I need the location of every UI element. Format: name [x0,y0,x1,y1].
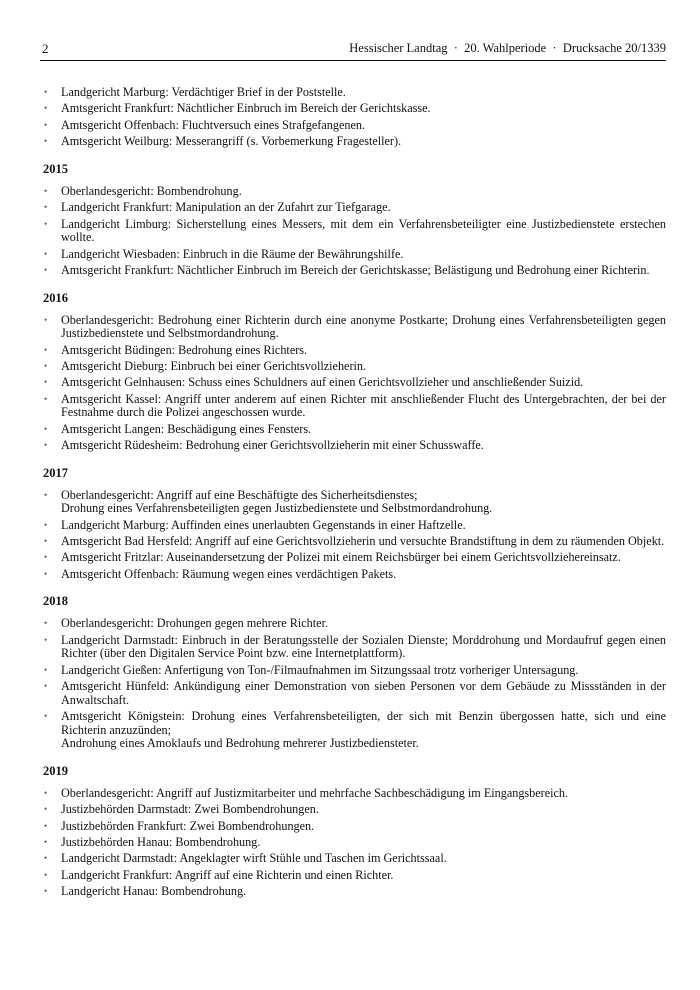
bullet-icon: • [44,440,48,451]
list-item [43,820,666,834]
running-title: Hessischer Landtag · 20. Wahlperiode · Drucksache 20/1339 [349,41,666,55]
list-item-text: Justizbehörden Darmstadt: Zwei Bombendrohungen. [61,802,319,817]
bullet-icon: • [44,568,48,579]
bullet-icon: • [44,552,48,563]
list-item [43,885,666,899]
bullet-icon: • [44,787,48,798]
list-item [43,376,666,390]
list-item [43,185,666,199]
bullet-icon: • [44,489,48,500]
list-item [43,201,666,215]
year-section [43,466,666,582]
list-item [43,393,666,420]
bullet-icon: • [44,314,48,325]
list-item-text: Landgericht Marburg: Verdächtiger Brief in der Poststelle. [61,85,346,99]
incident-list [43,314,666,453]
bullet-icon: • [44,264,48,275]
bullet-icon: • [44,618,48,629]
list-item-text: Amtsgericht Frankfurt: Nächtlicher Einbruch im Bereich der Gerichtskasse; Belästigung und Bedrohung einer Richterin. [61,262,650,277]
list-item-text: Amtsgericht Offenbach: Fluchtversuch eines Strafgefangenen. [61,117,366,132]
intro-list [43,86,666,149]
list-item-text: Amtsgericht Offenbach: Räumung wegen eines verdächtigen Pakets. [61,566,397,581]
bullet-icon: • [44,248,48,259]
bullet-icon: • [44,393,48,404]
list-item-text: Amtsgericht Weilburg: Messerangriff (s. Vorbemerkung Fragesteller). [61,134,402,149]
list-item [43,617,666,631]
list-item [43,344,666,358]
bullet-icon: • [44,664,48,675]
list-item-text: Landgericht Marburg: Auffinden eines unerlaubten Gegenstands in einer Haftzelle. [61,517,466,532]
list-item-text: Amtsgericht Kassel: Angriff unter anderem auf einen Richter mit anschließender Flucht des Untergebrachten, der bei der Festnahme durch die Polizei angeschossen wurde. [61,391,666,420]
list-item [43,634,666,661]
bullet-icon: • [44,136,48,147]
list-item-text: Amtsgericht Frankfurt: Nächtlicher Einbruch im Bereich der Gerichtskasse. [61,101,431,116]
year-heading: 2017 [43,465,68,480]
list-item-text: Amtsgericht Bad Hersfeld: Angriff auf eine Gerichtsvollzieherin und versuchte Brandstiftung in dem zu räumenden Objekt. [61,534,665,549]
list-item [43,869,666,883]
list-item-text: Amtsgericht Gelnhausen: Schuss eines Schuldners auf einen Gerichtsvollzieher und anschließender Suizid. [61,375,584,390]
incident-list [43,787,666,899]
list-item [43,836,666,850]
page-number: 2 [42,41,49,56]
list-item [43,519,666,533]
year-section [43,764,666,899]
bullet-icon: • [44,119,48,130]
list-item-text: Justizbehörden Hanau: Bombendrohung. [61,835,261,850]
list-item-text: Landgericht Wiesbaden: Einbruch in die Räume der Bewährungshilfe. [61,246,404,261]
list-item [43,710,666,751]
year-section [43,594,666,751]
list-item-text: Amtsgericht Dieburg: Einbruch bei einer Gerichtsvollzieherin. [61,358,367,373]
list-item [43,102,666,116]
year-heading: 2018 [43,594,68,609]
list-item [43,680,666,707]
bullet-icon: • [44,853,48,864]
list-item-text: Landgericht Frankfurt: Angriff auf eine Richterin und einen Richter. [61,867,394,882]
bullet-icon: • [44,536,48,547]
list-item [43,248,666,262]
year-heading: 2015 [43,161,68,176]
bullet-icon: • [44,681,48,692]
list-item [43,852,666,866]
list-item-text: Amtsgericht Rüdesheim: Bedrohung einer Gerichtsvollzieherin mit einer Schusswaffe. [61,438,484,453]
list-item [43,489,666,516]
list-item [43,218,666,245]
year-heading: 2016 [43,290,68,305]
incident-list [43,617,666,751]
list-item-text: Landgericht Hanau: Bombendrohung. [61,884,247,899]
list-item-text: Amtsgericht Fritzlar: Auseinandersetzung der Polizei mit einem Reichsbürger bei einem Gerichtsvollziehereinsatz. [61,550,621,565]
bullet-icon: • [44,360,48,371]
list-item [43,551,666,565]
list-item [43,360,666,374]
list-item-text: Oberlandesgericht: Angriff auf Justizmitarbeiter und mehrfache Sachbeschädigung im Eingangsbereich. [61,785,569,800]
list-item-text: Amtsgericht Langen: Beschädigung eines Fensters. [61,421,312,436]
list-item [43,664,666,678]
list-item [43,535,666,549]
list-item-text: Amtsgericht Königstein: Drohung eines Verfahrensbeteiligten, der sich mit Benzin übergossen hatte, sich und eine Richterin anzuzünden; Androhung eines Amoklaufs und Bedrohung mehrerer Justizbediensteter. [61,709,666,751]
list-item-text: Justizbehörden Frankfurt: Zwei Bombendrohungen. [61,818,315,833]
list-item-text: Oberlandesgericht: Bombendrohung. [61,183,242,198]
incident-list [43,489,666,582]
bullet-icon: • [44,87,48,97]
bullet-icon: • [44,202,48,213]
list-item [43,787,666,801]
list-item [43,568,666,582]
list-item [43,314,666,341]
bullet-icon: • [44,634,48,645]
incident-list [43,185,666,278]
bullet-icon: • [44,344,48,355]
bullet-icon: • [44,423,48,434]
list-item-text: Landgericht Darmstadt: Angeklagter wirft Stühle und Taschen im Gerichtssaal. [61,851,447,866]
list-item-text: Landgericht Frankfurt: Manipulation an der Zufahrt zur Tiefgarage. [61,200,391,215]
list-item-text: Landgericht Darmstadt: Einbruch in der Beratungsstelle der Sozialen Dienste; Morddrohung und Mordaufruf gegen einen Richter (über den Digitalen Service Point bzw. eine Internetplattform). [61,632,666,661]
bullet-icon: • [44,820,48,831]
list-item [43,135,666,149]
list-item-text: Oberlandesgericht: Drohungen gegen mehrere Richter. [61,616,329,631]
bullet-icon: • [44,103,48,114]
bullet-icon: • [44,185,48,196]
year-section [43,162,666,278]
document-body [43,86,666,902]
list-item [43,119,666,133]
bullet-icon: • [44,869,48,880]
bullet-icon: • [44,377,48,388]
list-item [43,803,666,817]
bullet-icon: • [44,837,48,848]
year-section [43,291,666,453]
list-item [43,439,666,453]
bullet-icon: • [44,218,48,229]
list-item-text: Amtsgericht Büdingen: Bedrohung eines Richters. [61,342,308,357]
bullet-icon: • [44,886,48,897]
page-header [40,40,666,61]
list-item [43,264,666,278]
list-item-text: Landgericht Gießen: Anfertigung von Ton-/Filmaufnahmen im Sitzungssaal trotz vorheriger Untersagung. [61,662,579,677]
list-item-text: Oberlandesgericht: Angriff auf eine Beschäftigte des Sicherheitsdienstes; Drohung eines Verfahrensbeteiligten gegen Justizbedienstete und Selbstmordandrohung. [61,487,493,516]
bullet-icon: • [44,804,48,815]
list-item-text: Amtsgericht Hünfeld: Ankündigung einer Demonstration von sieben Personen vor dem Gebäude zu Missständen in der Anwaltschaft. [61,679,666,707]
list-item-text: Oberlandesgericht: Bedrohung einer Richterin durch eine anonyme Postkarte; Drohung eines Verfahrensbeteiligten gegen Justizbedienstete und Selbstmordandrohung. [61,312,666,341]
bullet-icon: • [44,519,48,530]
list-item-text: Landgericht Limburg: Sicherstellung eines Messers, mit dem ein Verfahrensbeteiligter eine Justizbedienstete erstechen wollte. [61,216,666,245]
year-heading: 2019 [43,763,68,778]
list-item [43,86,666,100]
list-item [43,423,666,437]
bullet-icon: • [44,711,48,722]
